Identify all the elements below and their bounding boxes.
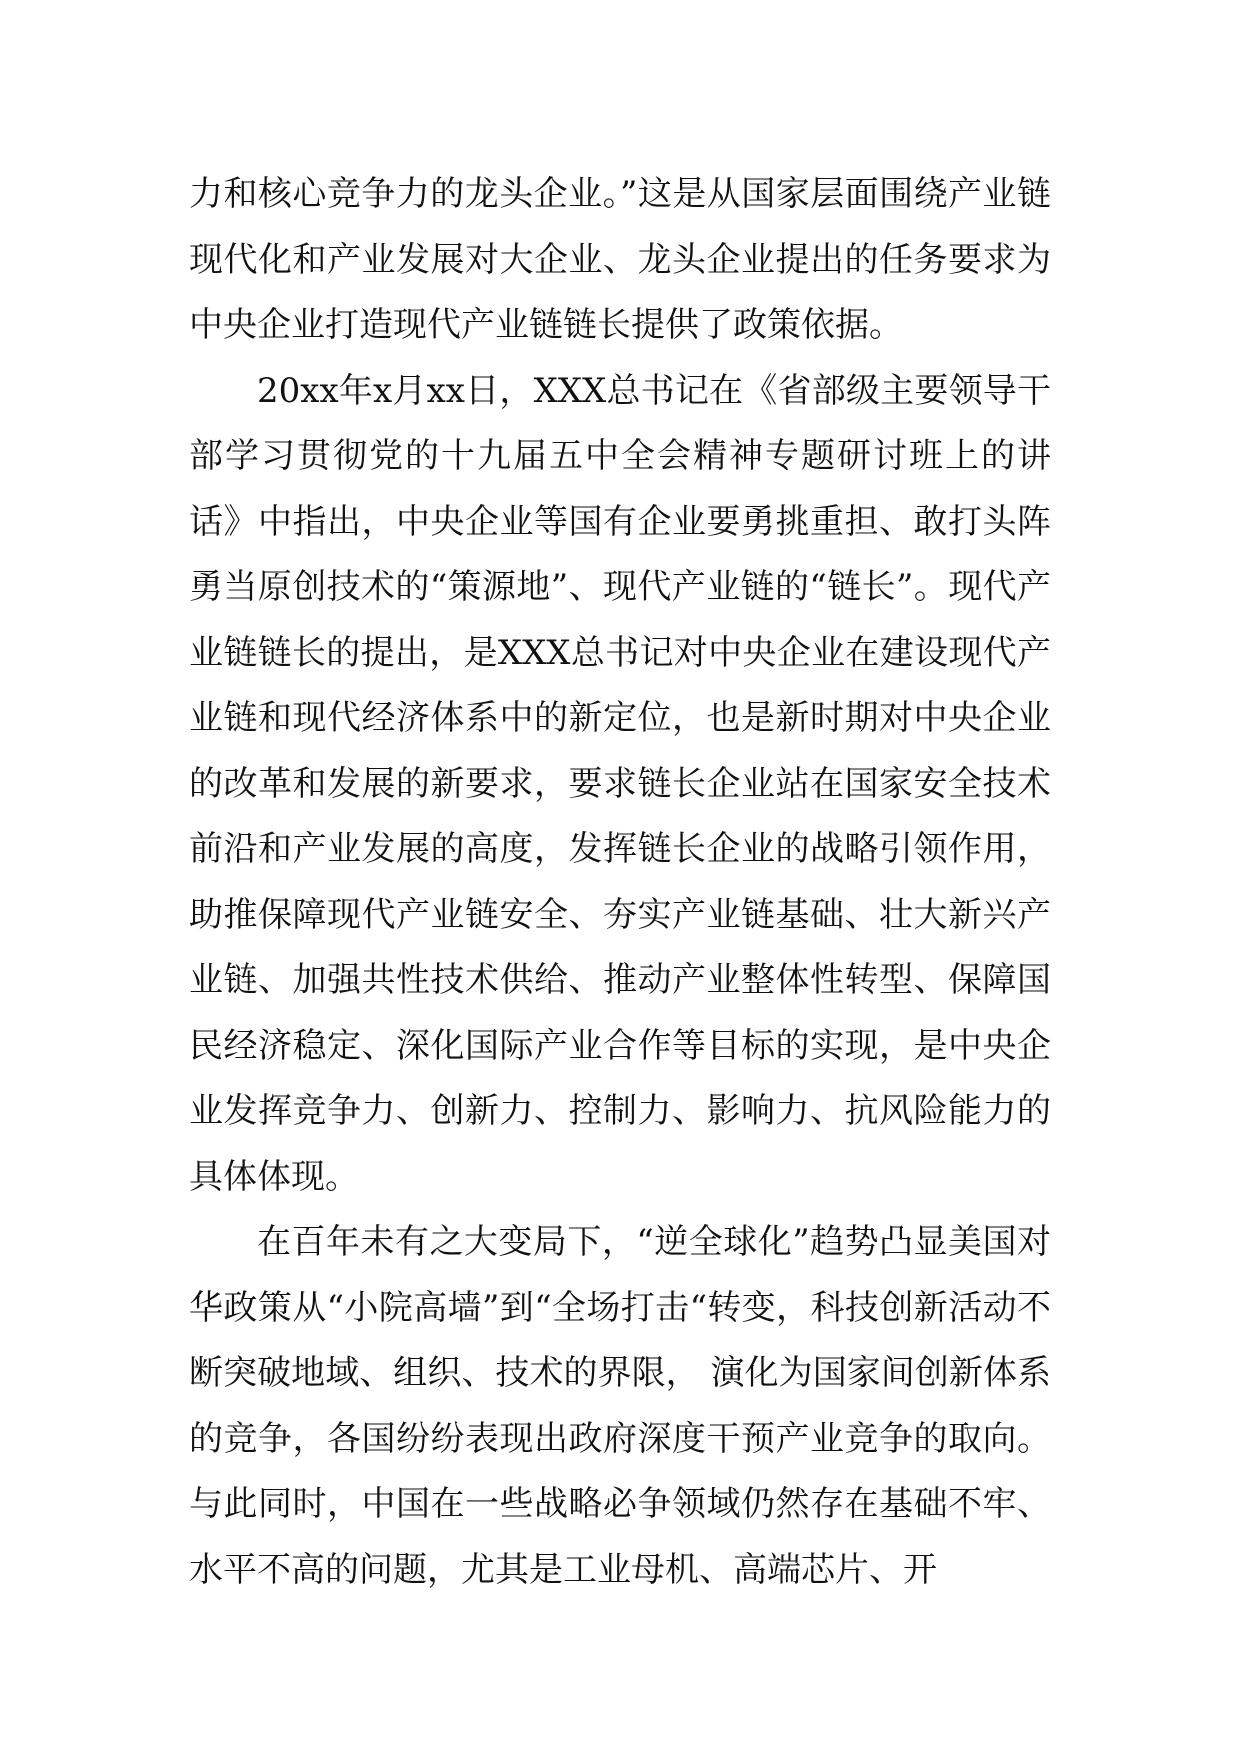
paragraph-3: 在百年未有之大变局下，“逆全球化”趋势凸显美国对华政策从“小院高墙”到“全场打击“转变，科技创新活动不断突破地域、组织、技术的界限， 演化为国家间创新体系的竞争，各国纷纷表现出政府深度干预产业竞争的取向。与此同时，中国在一些战略必争领域仍然存在基础不牢、水平不高的问题，尤其是工业母机、高端芯片、开 bbox=[189, 1222, 1051, 1590]
body-text bbox=[189, 162, 1051, 1603]
paragraph-1: 力和核心竞争力的龙头企业。”这是从国家层面围绕产业链现代化和产业发展对大企业、龙头企业提出的任务要求为中央企业打造现代产业链链长提供了政策依据。 bbox=[189, 174, 1051, 345]
paragraph-2: 20xx年x月xx日，XXX总书记在《省部级主要领导干部学习贯彻党的十九届五中全会精神专题研讨班上的讲话》中指出，中央企业等国有企业要勇挑重担、敢打头阵勇当原创技术的“策源地”、现代产业链的“链长”。现代产业链链长的提出，是XXX总书记对中央企业在建设现代产业链和现代经济体系中的新定位，也是新时期对中央企业的改革和发展的新要求，要求链长企业站在国家安全技术前沿和产业发展的高度，发挥链长企业的战略引领作用， 助推保障现代产业链安全、夯实产业链基础、壮大新兴产业链、加强共性技术供给、推动产业整体性转型、保障国民经济稳定、深化国际产业合作等目标的实现，是中央企业发挥竞争力、创新力、控制力、影响力、抗风险能力的具体体现。 bbox=[189, 370, 1051, 1197]
